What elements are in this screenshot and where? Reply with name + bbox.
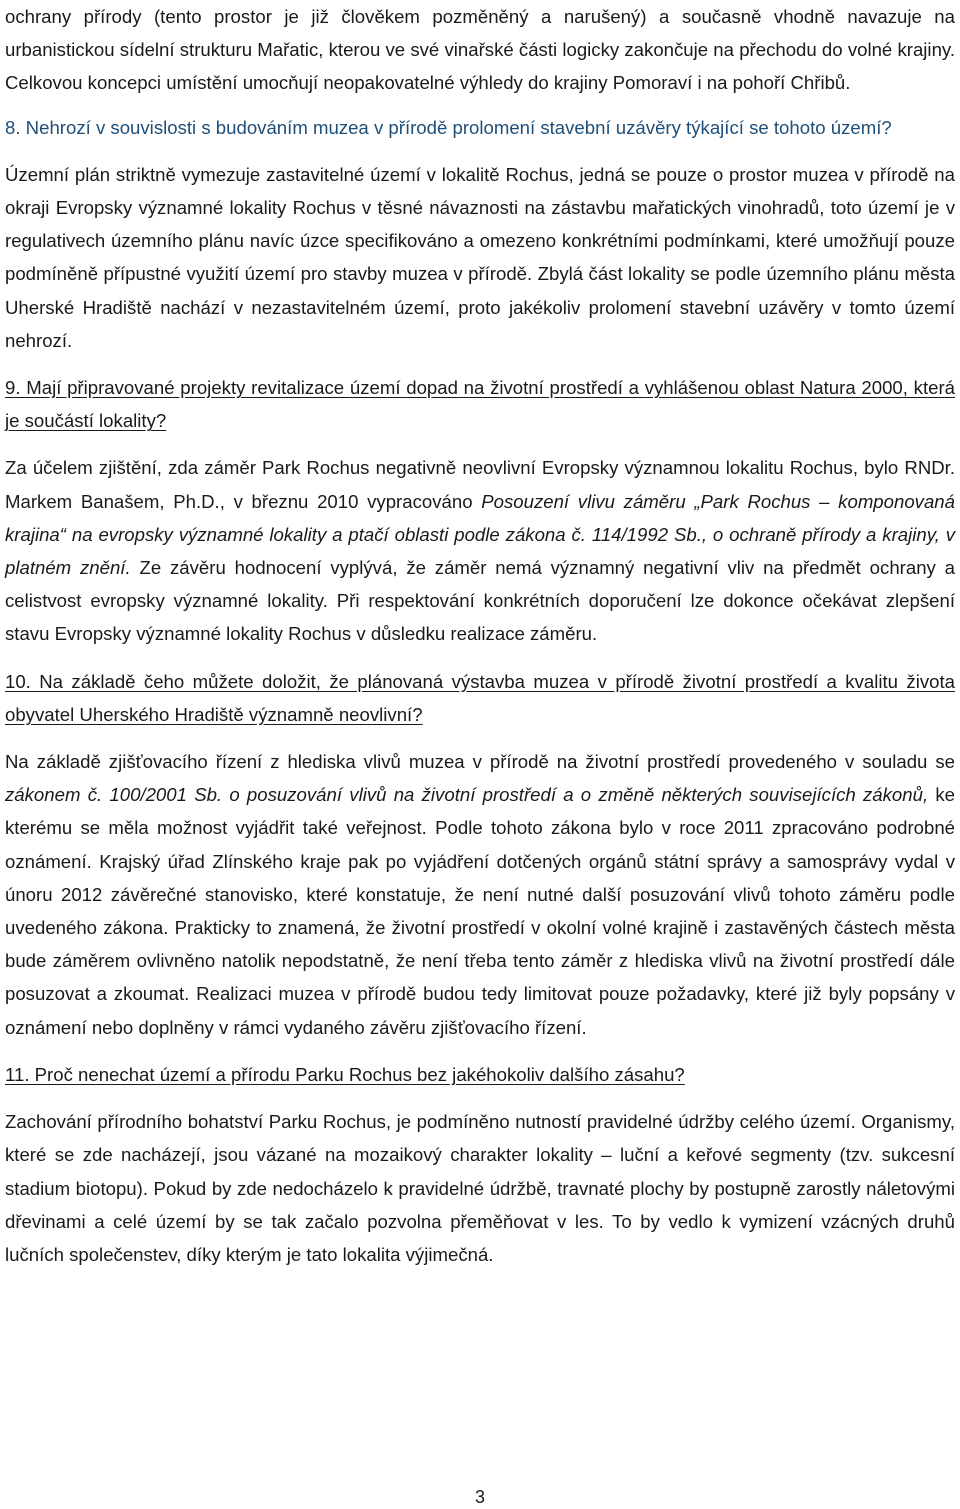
paragraph-intro: ochrany přírody (tento prostor je již člověkem pozměněný a narušený) a současně vhodně navazuje na urbanistickou sídelní strukturu Mařatic, kterou ve své vinařské části logicky zakončuje na přechodu do volné krajiny. Celkovou koncepci umístění umocňují neopakovatelné výhledy do krajiny Pomoraví i na pohoří Chřibů. bbox=[5, 6, 955, 94]
answer-10-citation: zákonem č. 100/2001 Sb. o posuzování vlivů na životní prostředí a o změně některých souvisejících zákonů, bbox=[5, 784, 929, 806]
answer-8: Územní plán striktně vymezuje zastavitelné území v lokalitě Rochus, jedná se pouze o prostor muzea v přírodě na okraji Evropsky významné lokality Rochus v těsné návaznosti na zástavbu mařatických vinohradů, toto území je v regulativech územního plánu navíc úzce specifikováno a omezeno konkrétními podmínkami, které umožňují pouze podmíněně přípustné využití území pro stavby muzea v přírodě. Zbylá část lokality se podle územního plánu města Uherské Hradiště nachází v nezastavitelném území, proto jakékoliv prolomení stavební uzávěry v tomto území nehrozí. bbox=[5, 163, 955, 351]
question-10: 10. Na základě čeho můžete doložit, že plánovaná výstavba muzea v přírodě životní prostředí a kvalitu života obyvatel Uherského Hradiště významně neovlivní? bbox=[5, 670, 955, 725]
answer-10 bbox=[5, 745, 955, 1044]
document-page bbox=[5, 0, 955, 1271]
answer-11: Zachování přírodního bohatství Parku Rochus, je podmíněno nutností pravidelné údržby celého území. Organismy, které se zde nacházejí, jsou vázané na mozaikový charakter lokality – luční a keřové segmenty (tzv. sukcesní stadium biotopu). Pokud by zde nedocházelo k pravidelné údržbě, travnaté plochy by postupně zarostly náletovými dřevinami a celé území by se tak začalo pozvolna přeměňovat v les. To by vedlo k vymizení vzácných druhů lučních společenstev, díky kterým je tato lokalita výjimečná. bbox=[5, 1111, 955, 1265]
question-11: 11. Proč nenechat území a přírodu Parku Rochus bez jakéhokoliv dalšího zásahu? bbox=[5, 1063, 685, 1085]
answer-10-text-1: Na základě zjišťovacího řízení z hlediska vlivů muzea v přírodě na životní prostředí provedeného v souladu se bbox=[5, 751, 955, 773]
answer-9-text-2: Ze závěru hodnocení vyplývá, že záměr nemá významný negativní vliv na předmět ochrany a celistvost evropsky významné lokality. Při respektování konkrétních doporučení lze dokonce očekávat zlepšení stavu Evropsky významné lokality Rochus v důsledku realizace záměru. bbox=[5, 557, 956, 645]
question-9: 9. Mají připravované projekty revitalizace území dopad na životní prostředí a vyhlášenou oblast Natura 2000, která je součástí lokality? bbox=[5, 377, 955, 432]
answer-9-citation: Posouzení vlivu záměru „Park Rochus – komponovaná krajina“ na evropsky významné lokality a ptačí oblasti podle zákona č. 114/1992 Sb., o ochraně přírody a krajiny, v platném znění. bbox=[5, 490, 955, 579]
answer-9 bbox=[5, 451, 955, 650]
answer-9-text-1: Za účelem zjištění, zda záměr Park Rochus negativně neovlivní Evropsky významnou lokalitu Rochus, bylo RNDr. Markem Banašem, Ph.D., v březnu 2010 vypracováno bbox=[5, 457, 955, 512]
page-number: 3 bbox=[474, 1487, 485, 1507]
question-8: 8. Nehrozí v souvislosti s budováním muzea v přírodě prolomení stavební uzávěry týkající se tohoto území? bbox=[5, 116, 892, 138]
answer-10-text-2: ke kterému se měla možnost vyjádřit také veřejnost. Podle tohoto zákona bylo v roce 2011 zpracováno podrobné oznámení. Krajský úřad Zlínského kraje pak po vyjádření dotčených orgánů státní správy a samosprávy vydal v únoru 2012 závěrečné stanovisko, které konstatuje, že není nutné další posuzování vlivů tohoto záměru podle uvedeného zákona. Prakticky to znamená, že životní prostředí v okolní volné krajině i zastavěných částech města bude záměrem ovlivněno natolik nepodstatně, že není třeba tento záměr z hlediska vlivů na životní prostředí dále posuzovat a zkoumat. Realizaci muzea v přírodě budou tedy limitovat pouze požadavky, které již byly popsány v oznámení nebo doplněny v rámci vydaného závěru zjišťovacího řízení. bbox=[5, 784, 955, 1038]
